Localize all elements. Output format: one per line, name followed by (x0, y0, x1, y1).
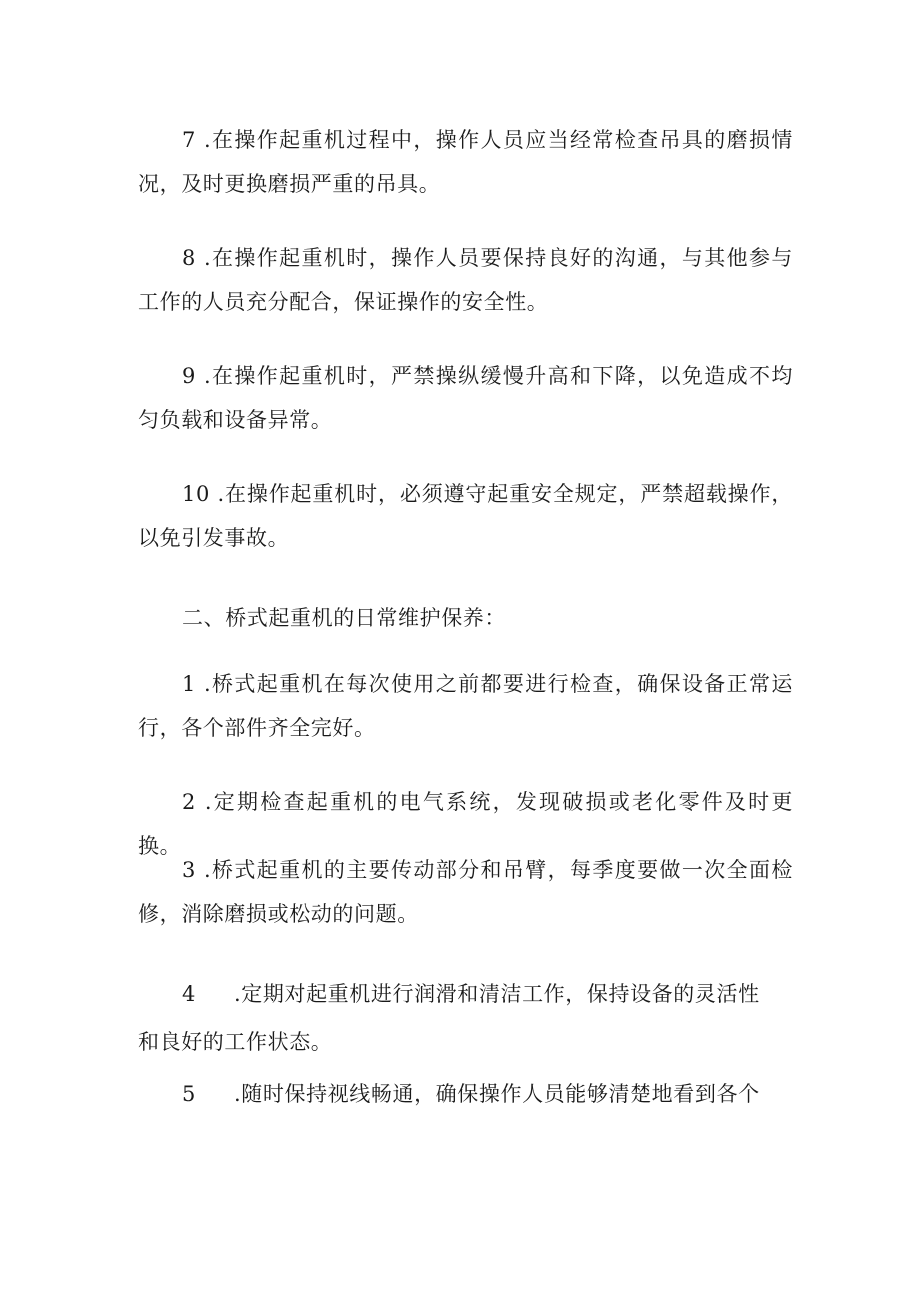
paragraph-item-10: 10 .在操作起重机时，必须遵守起重安全规定，严禁超载操作，以免引发事故。 (138, 482, 793, 550)
paragraph-item-9: 9 .在操作起重机时，严禁操纵缓慢升高和下降，以免造成不均匀负载和设备异常。 (138, 364, 793, 432)
section-heading-2: 二、桥式起重机的日常维护保养： (182, 606, 506, 630)
item-number: 5 (182, 1082, 196, 1106)
paragraph-item-7: 7 .在操作起重机过程中，操作人员应当经常检查吊具的磨损情况，及时更换磨损严重的吊具。 (138, 128, 793, 196)
item-number: 4 (182, 982, 196, 1006)
item-text-line-1: .定期对起重机进行润滑和清洁工作，保持设备的灵活性 (234, 982, 760, 1006)
paragraph-item-8: 8 .在操作起重机时，操作人员要保持良好的沟通，与其他参与工作的人员充分配合，保证操作的安全性。 (138, 246, 793, 314)
maintenance-item-3: 3 .桥式起重机的主要传动部分和吊臂，每季度要做一次全面检修，消除磨损或松动的问题。 (138, 858, 793, 926)
item-text-line-1: .随时保持视线畅通，确保操作人员能够清楚地看到各个 (234, 1082, 760, 1106)
item-text-line-2: 和良好的工作状态。 (138, 1030, 333, 1054)
maintenance-item-1: 1 .桥式起重机在每次使用之前都要进行检查，确保设备正常运行，各个部件齐全完好。 (138, 672, 793, 740)
maintenance-item-2: 2 .定期检查起重机的电气系统，发现破损或老化零件及时更换。 (138, 790, 793, 858)
